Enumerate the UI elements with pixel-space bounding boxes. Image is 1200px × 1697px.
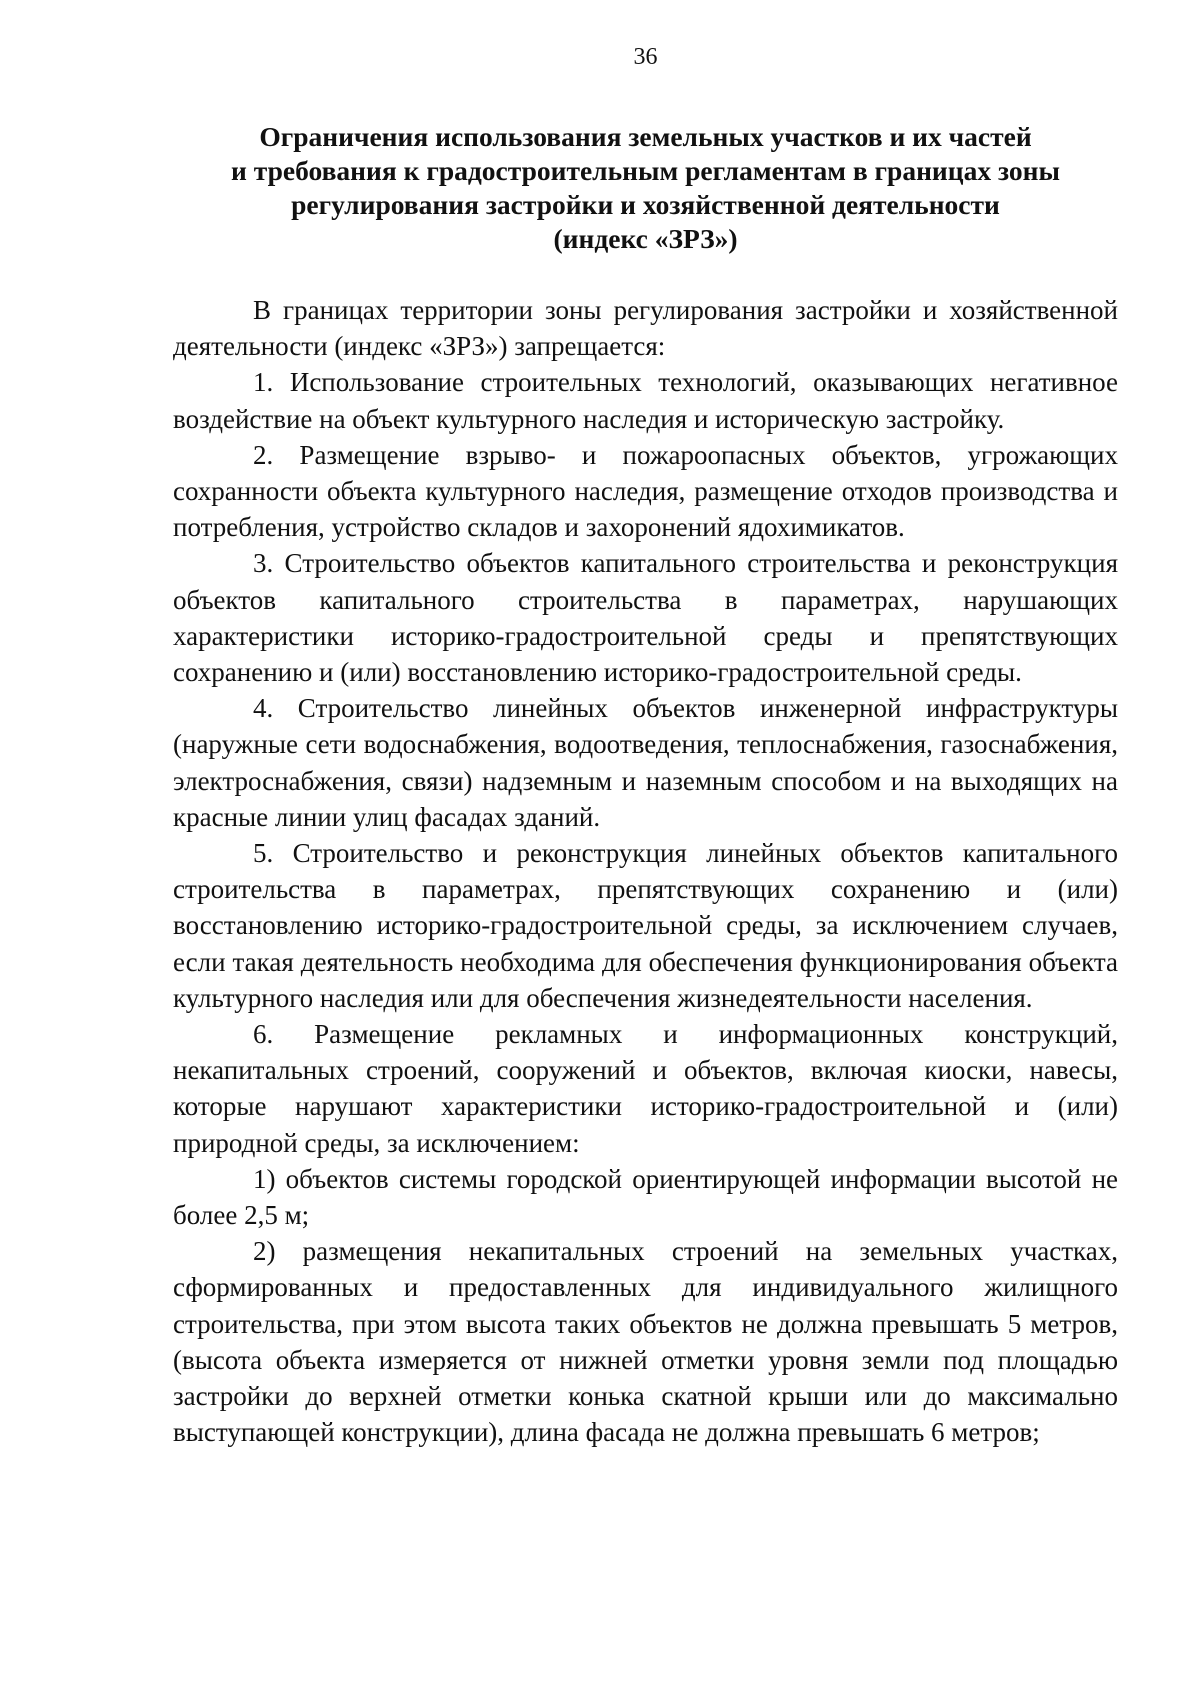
exception-item-1: 1) объектов системы городской ориентирующей информации высотой не более 2,5 м; [173, 1163, 1118, 1231]
page-number: 36 [633, 44, 658, 70]
prohibition-item-3: 3. Строительство объектов капитального строительства и реконструкция объектов капитального строительства в параметрах, нарушающих характеристики историко-градостроительной среды и препятствующих сохранению и (или) восстановлению историко-градостроительной среды. [173, 548, 1118, 688]
document-page [173, 40, 1118, 1451]
prohibition-item-4: 4. Строительство линейных объектов инженерной инфраструктуры (наружные сети водоснабжения, водоотведения, теплоснабжения, газоснабжения, электроснабжения, связи) надземным и наземным способом и на выходящих на красные линии улиц фасадах зданий. [173, 693, 1118, 832]
title-line-1: Ограничения использования земельных участков и их частей [259, 121, 1032, 152]
section-title [173, 120, 1118, 256]
prohibition-item-2: 2. Размещение взрыво- и пожароопасных объектов, угрожающих сохранности объекта культурного наследия, размещение отходов производства и потребления, устройство складов и захоронений ядохимикатов. [173, 439, 1118, 543]
exception-item-2: 2) размещения некапитальных строений на земельных участках, сформированных и предоставленных для индивидуального жилищного строительства, при этом высота таких объектов не должна превышать 5 метров, (высота объекта измеряется от нижней отметки уровня земли под площадью застройки до верхней отметки конька скатной крыши или до максимально выступающей конструкции), длина фасада не должна превышать 6 метров; [173, 1236, 1118, 1448]
prohibition-item-6: 6. Размещение рекламных и информационных конструкций, некапитальных строений, сооружений и объектов, включая киоски, навесы, которые нарушают характеристики историко-градостроительной и (или) природной среды, за исключением: [173, 1019, 1118, 1158]
prohibition-item-5: 5. Строительство и реконструкция линейных объектов капитального строительства в параметрах, препятствующих сохранению и (или) восстановлению историко-градостроительной среды, за исключением случаев, если такая деятельность необходима для обеспечения функционирования объекта культурного наследия или для обеспечения жизнедеятельности населения. [173, 838, 1118, 1013]
title-line-3: регулирования застройки и хозяйственной деятельности [291, 189, 1000, 220]
title-line-4: (индекс «ЗРЗ») [553, 223, 738, 254]
intro-paragraph: В границах территории зоны регулирования застройки и хозяйственной деятельности (индекс «ЗРЗ») запрещается: [173, 295, 1118, 362]
body-text [173, 292, 1118, 1451]
title-line-2: и требования к градостроительным регламентам в границах зоны [231, 155, 1060, 186]
prohibition-item-1: 1. Использование строительных технологий, оказывающих негативное воздействие на объект культурного наследия и историческую застройку. [173, 367, 1118, 434]
